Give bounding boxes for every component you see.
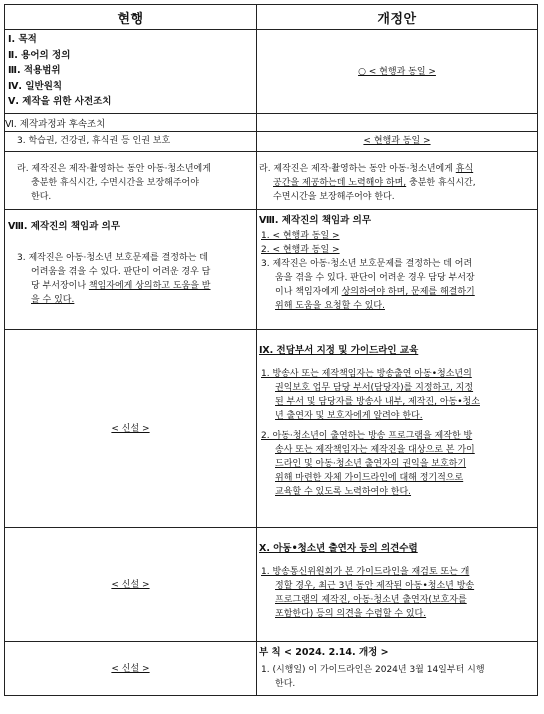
same-as-current: < 현행과 동일 >	[363, 136, 431, 146]
toc-item: Ⅱ. 용어의 정의	[8, 49, 71, 61]
row5-right	[257, 210, 538, 330]
same-item: 2. < 현행과 동일 >	[261, 245, 340, 255]
header-current: 현행	[5, 5, 257, 30]
row6-left	[5, 330, 257, 528]
new-marker: < 신설 >	[111, 423, 150, 434]
row2-right-empty	[257, 114, 538, 132]
toc-item: Ⅴ. 제작을 위한 사전조치	[8, 96, 112, 107]
text-line: 된 부서 및 담당자를 방송사 내부, 제작진, 아동•청소	[275, 397, 480, 407]
text-line: 한다.	[275, 679, 296, 689]
row7-right	[257, 528, 538, 642]
text-line: 1. (시행일) 이 가이드라인은 2024년 3월 14일부터 시행	[261, 665, 485, 675]
row8-left	[5, 642, 257, 696]
text-line: 어려움을 겪을 수 있다. 판단이 어려운 경우 담	[31, 267, 211, 277]
section-ix-title: Ⅸ. 전담부서 지정 및 가이드라인 교육	[259, 345, 419, 356]
section-viii-title: Ⅷ. 제작진의 책임과 의무	[8, 221, 121, 232]
item-title: 3. 학습권, 건강권, 휴식권 등 인권 보호	[17, 136, 171, 146]
text-line: 충분한 휴식시간, 수면시간을 보장해주어야	[31, 178, 199, 188]
header-revised: 개정안	[257, 5, 538, 30]
row4-left	[5, 152, 257, 210]
row8-right	[257, 642, 538, 696]
text-line: 정할 경우, 최근 3년 동안 제작된 아동•청소년 방송	[275, 581, 475, 591]
text-line: 드라인 및 아동·청소년 출연자의 권익을 보호하기	[275, 459, 467, 469]
row1-left	[5, 30, 257, 114]
row6-right	[257, 330, 538, 528]
text-line: 권익보호 업무 담당 부서(담당자)를 지정하고, 지정	[275, 383, 474, 393]
row7-left	[5, 528, 257, 642]
text-line: 을 수 있다.	[31, 295, 75, 305]
same-item: 1. < 현행과 동일 >	[261, 231, 340, 241]
comparison-table	[4, 4, 538, 696]
same-as-current: ○ < 현행과 동일 >	[358, 66, 436, 77]
row3-left	[5, 132, 257, 152]
toc-item: Ⅳ. 일반원칙	[8, 80, 63, 92]
new-marker: < 신설 >	[111, 663, 150, 674]
text-line: 3. 제작진은 아동·청소년 보호문제를 결정하는 데 어려	[261, 259, 473, 269]
row1-right	[257, 30, 538, 114]
section-vi-title: Ⅵ. 제작과정과 후속조치	[5, 114, 257, 132]
text-line: 교육할 수 있도록 노력하여야 한다.	[275, 487, 412, 497]
section-viii-title-revised: Ⅷ. 제작진의 책임과 의무	[259, 215, 372, 226]
addendum-title: 부 칙 < 2024. 2.14. 개정 >	[259, 647, 389, 658]
text-line: 라. 제작진은 제작·촬영하는 동안 아동·청소년에게 휴식	[259, 164, 474, 174]
text-line: 공간을 제공하는데 노력해야 하며, 충분한 휴식시간,	[273, 178, 476, 188]
text-line: 1. 방송사 또는 제작책임자는 방송출연 아동•청소년의	[261, 369, 472, 379]
text-line: 당 부서장이나 책임자에게 상의하고 도움을 받	[31, 281, 211, 291]
text-line: 위해 도움을 요청할 수 있다.	[275, 301, 385, 311]
new-marker: < 신설 >	[111, 579, 150, 590]
text-line: 송사 또는 제작책임자는 제작진을 대상으로 본 가이	[275, 445, 475, 455]
text-line: 이나 책임자에게 상의하여야 하며, 문제를 해결하기	[275, 287, 475, 297]
section-x-title: Ⅹ. 아동•청소년 출연자 등의 의견수렴	[259, 543, 418, 554]
text-line: 라. 제작진은 제작·촬영하는 동안 아동·청소년에게	[17, 164, 211, 174]
toc-item: Ⅲ. 적용범위	[8, 65, 61, 76]
text-line: 3. 제작진은 아동·청소년 보호문제를 결정하는 데	[17, 253, 208, 263]
text-line: 한다.	[31, 192, 52, 202]
text-line: 프로그램의 제작진, 아동·청소년 출연자(보호자를	[275, 595, 467, 605]
text-line: 포함한다) 등의 의견을 수렴할 수 있다.	[275, 609, 427, 619]
text-line: 위해 마련한 자체 가이드라인에 대해 정기적으로	[275, 473, 464, 483]
row4-right	[257, 152, 538, 210]
toc-item: Ⅰ. 목적	[8, 34, 37, 45]
text-line: 1. 방송통신위원회가 본 가이드라인을 재검토 또는 개	[261, 567, 470, 577]
text-line: 년 출연자 및 보호자에게 알려야 한다.	[275, 411, 423, 421]
row5-left	[5, 210, 257, 330]
text-line: 2. 아동·청소년이 출연하는 방송 프로그램을 제작한 방	[261, 431, 473, 441]
text-line: 수면시간을 보장해주어야 한다.	[273, 192, 395, 202]
row3-right	[257, 132, 538, 152]
text-line: 움을 겪을 수 있다. 판단이 어려운 경우 담당 부서장	[275, 273, 475, 283]
